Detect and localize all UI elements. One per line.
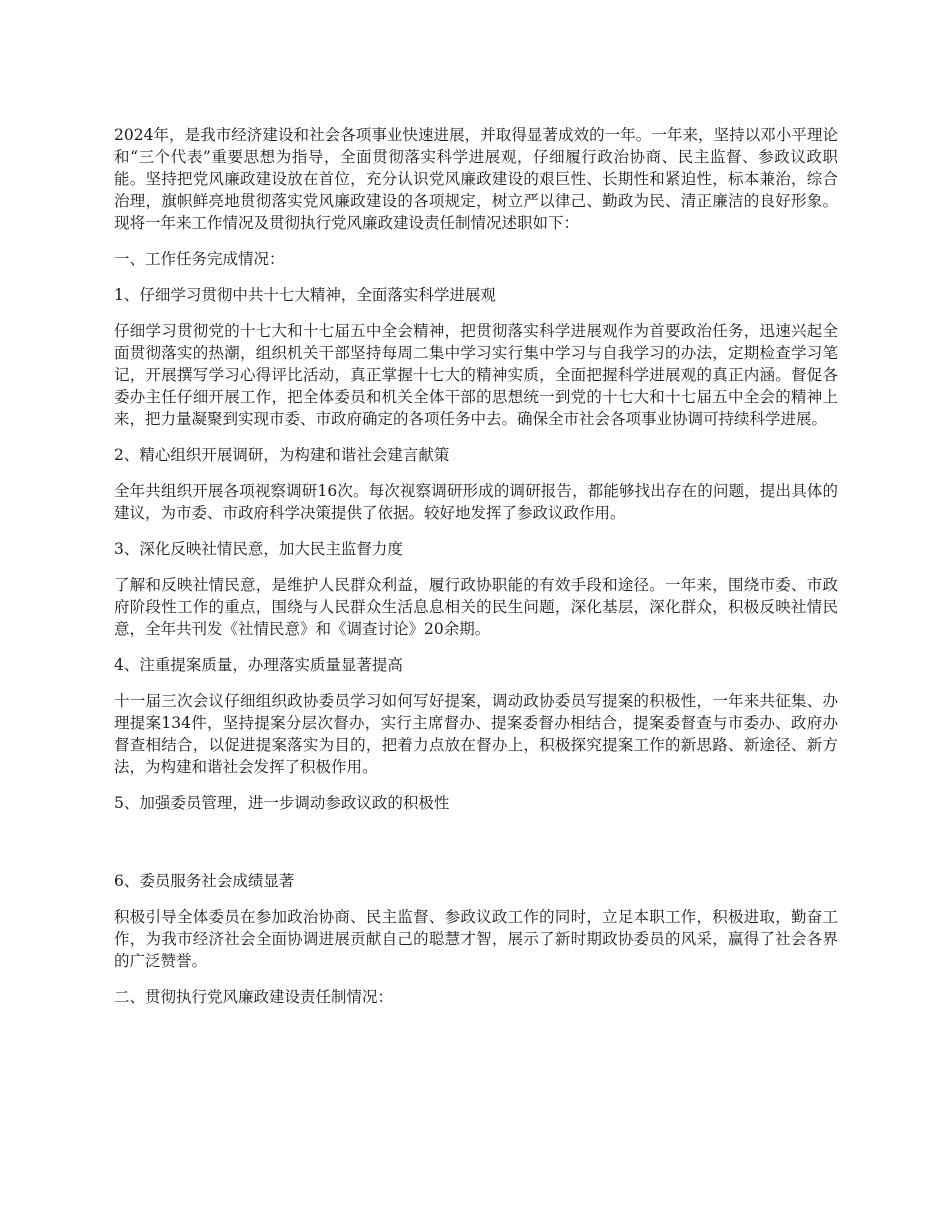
blank-space — [114, 828, 838, 870]
item-5-heading: 5、加强委员管理，进一步调动参政议政的积极性 — [114, 794, 450, 812]
item-3-heading: 3、深化反映社情民意，加大民主监督力度 — [114, 540, 403, 558]
item-1-paragraph: 仔细学习贯彻党的十七大和十七届五中全会精神，把贯彻落实科学进展观作为首要政治任务，迅速兴起全面贯彻落实的热潮，组织机关干部坚持每周二集中学习实行集中学习与自我学习的办法，定期检查学习笔记，开展撰写学习心得评比活动，真正掌握十七大的精神实质，全面把握科学进展观的真正内涵。督促各委办主任仔细开展工作，把全体委员和机关全体干部的思想统一到党的十七大和十七届五中全会的精神上来，把力量凝聚到实现市委、市政府确定的各项任务中去。确保全市社会各项事业协调可持续科学进展。 — [114, 322, 838, 428]
intro-paragraph: 2024年，是我市经济建设和社会各项事业快速进展，并取得显著成效的一年。一年来，坚持以邓小平理论和“三个代表”重要思想为指导，全面贯彻落实科学进展观，仔细履行政治协商、民主监督、参政议政职能。坚持把党风廉政建设放在首位，充分认识党风廉政建设的艰巨性、长期性和紧迫性，标本兼治，综合治理，旗帜鲜亮地贯彻落实党风廉政建设的各项规定，树立严以律己、勤政为民、清正廉洁的良好形象。现将一年来工作情况及贯彻执行党风廉政建设责任制情况述职如下： — [114, 126, 838, 232]
item-6-paragraph: 积极引导全体委员在参加政治协商、民主监督、参政议政工作的同时，立足本职工作，积极进取，勤奋工作，为我市经济社会全面协调进展贡献自己的聪慧才智，展示了新时期政协委员的风采，赢得了社会各界的广泛赞誉。 — [114, 908, 838, 970]
section-1-heading: 一、工作任务完成情况： — [114, 250, 285, 268]
section-2-heading: 二、贯彻执行党风廉政建设责任制情况： — [114, 988, 394, 1006]
item-4-heading: 4、注重提案质量，办理落实质量显著提高 — [114, 656, 403, 674]
item-6-heading: 6、委员服务社会成绩显著 — [114, 872, 295, 890]
item-2-paragraph: 全年共组织开展各项视察调研16次。每次视察调研形成的调研报告，都能够找出存在的问题，提出具体的建议，为市委、市政府科学决策提供了依据。较好地发挥了参政议政作用。 — [114, 482, 838, 522]
item-4-paragraph: 十一届三次会议仔细组织政协委员学习如何写好提案，调动政协委员写提案的积极性，一年来共征集、办理提案134件，坚持提案分层次督办，实行主席督办、提案委督办相结合，提案委督查与市委办、政府办督查相结合，以促进提案落实为目的，把着力点放在督办上，积极探究提案工作的新思路、新途径、新方法，为构建和谐社会发挥了积极作用。 — [114, 692, 838, 776]
item-2-heading: 2、精心组织开展调研，为构建和谐社会建言献策 — [114, 446, 450, 464]
item-3-paragraph: 了解和反映社情民意，是维护人民群众利益，履行政协职能的有效手段和途径。一年来，围绕市委、市政府阶段性工作的重点，围绕与人民群众生活息息相关的民生问题，深化基层，深化群众，积极反映社情民意，全年共刊发《社情民意》和《调查讨论》20余期。 — [114, 576, 838, 638]
item-1-heading: 1、仔细学习贯彻中共十七大精神，全面落实科学进展观 — [114, 286, 496, 304]
document-page — [114, 124, 838, 1022]
